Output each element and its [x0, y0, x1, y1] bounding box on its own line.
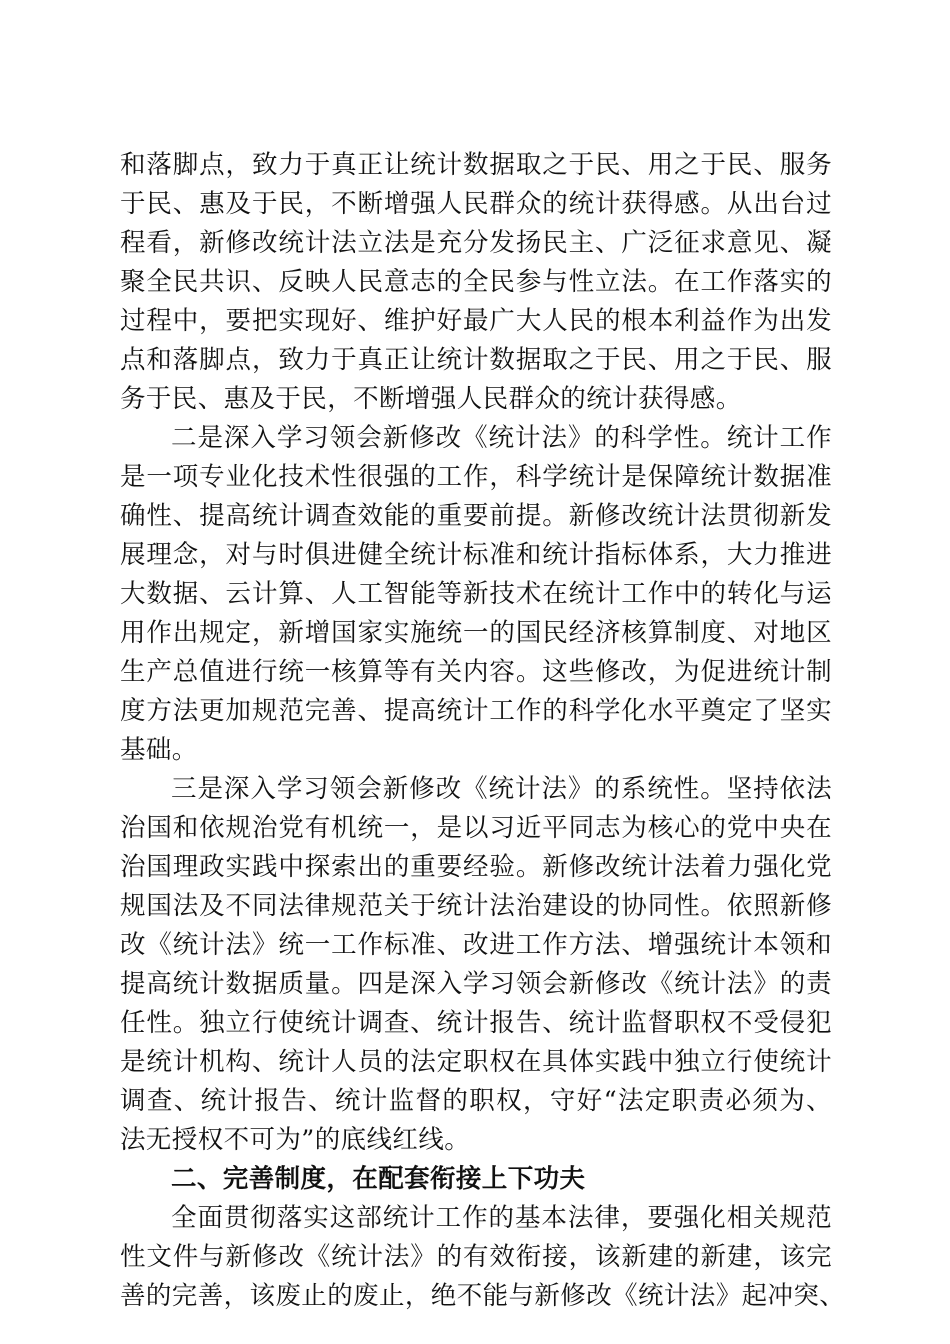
- section-heading: 二、完善制度，在配套衔接上下功夫: [171, 1164, 586, 1194]
- text-line: 是统计机构、统计人员的法定职权在具体实践中独立行使统计: [120, 1047, 832, 1077]
- text-line: 调查、统计报告、统计监督的职权，守好“法定职责必须为、: [120, 1086, 832, 1116]
- text-line: 聚全民共识、反映人民意志的全民参与性立法。在工作落实的: [120, 267, 832, 297]
- text-line: 改《统计法》统一工作标准、改进工作方法、增强统计本领和: [120, 930, 832, 960]
- text-line: 提高统计数据质量。四是深入学习领会新修改《统计法》的责: [120, 969, 832, 999]
- text-line: 善的完善，该废止的废止，绝不能与新修改《统计法》起冲突、: [120, 1281, 846, 1311]
- document-page: [120, 146, 846, 1316]
- text-line: 展理念，对与时俱进健全统计标准和统计指标体系，大力推进: [120, 540, 832, 570]
- text-line: 点和落脚点，致力于真正让统计数据取之于民、用之于民、服: [120, 345, 832, 375]
- text-line: 度方法更加规范完善、提高统计工作的科学化水平奠定了坚实: [120, 696, 832, 726]
- text-line: 治国理政实践中探索出的重要经验。新修改统计法着力强化党: [120, 852, 832, 882]
- text-line: 三是深入学习领会新修改《统计法》的系统性。坚持依法: [171, 774, 832, 804]
- text-line: 任性。独立行使统计调查、统计报告、统计监督职权不受侵犯: [120, 1008, 832, 1038]
- text-line: 用作出规定，新增国家实施统一的国民经济核算制度、对地区: [120, 618, 832, 648]
- text-line: 法无授权不可为”的底线红线。: [120, 1125, 471, 1155]
- text-line: 于民、惠及于民，不断增强人民群众的统计获得感。从出台过: [120, 189, 832, 219]
- text-line: 性文件与新修改《统计法》的有效衔接，该新建的新建，该完: [120, 1242, 832, 1272]
- text-line: 基础。: [120, 735, 198, 765]
- text-line: 生产总值进行统一核算等有关内容。这些修改，为促进统计制: [120, 657, 832, 687]
- text-line: 大数据、云计算、人工智能等新技术在统计工作中的转化与运: [120, 579, 832, 609]
- text-line: 二是深入学习领会新修改《统计法》的科学性。统计工作: [171, 423, 832, 453]
- text-line: 全面贯彻落实这部统计工作的基本法律，要强化相关规范: [171, 1203, 832, 1233]
- text-line: 务于民、惠及于民，不断增强人民群众的统计获得感。: [120, 384, 742, 414]
- text-line: 程看，新修改统计法立法是充分发扬民主、广泛征求意见、凝: [120, 228, 832, 258]
- text-line: 规国法及不同法律规范关于统计法治建设的协同性。依照新修: [120, 891, 832, 921]
- text-line: 和落脚点，致力于真正让统计数据取之于民、用之于民、服务: [120, 150, 832, 180]
- text-line: 治国和依规治党有机统一，是以习近平同志为核心的党中央在: [120, 813, 832, 843]
- text-line: 确性、提高统计调查效能的重要前提。新修改统计法贯彻新发: [120, 501, 832, 531]
- text-line: 过程中，要把实现好、维护好最广大人民的根本利益作为出发: [120, 306, 832, 336]
- text-line: 是一项专业化技术性很强的工作，科学统计是保障统计数据准: [120, 462, 832, 492]
- document-body: [120, 146, 846, 1316]
